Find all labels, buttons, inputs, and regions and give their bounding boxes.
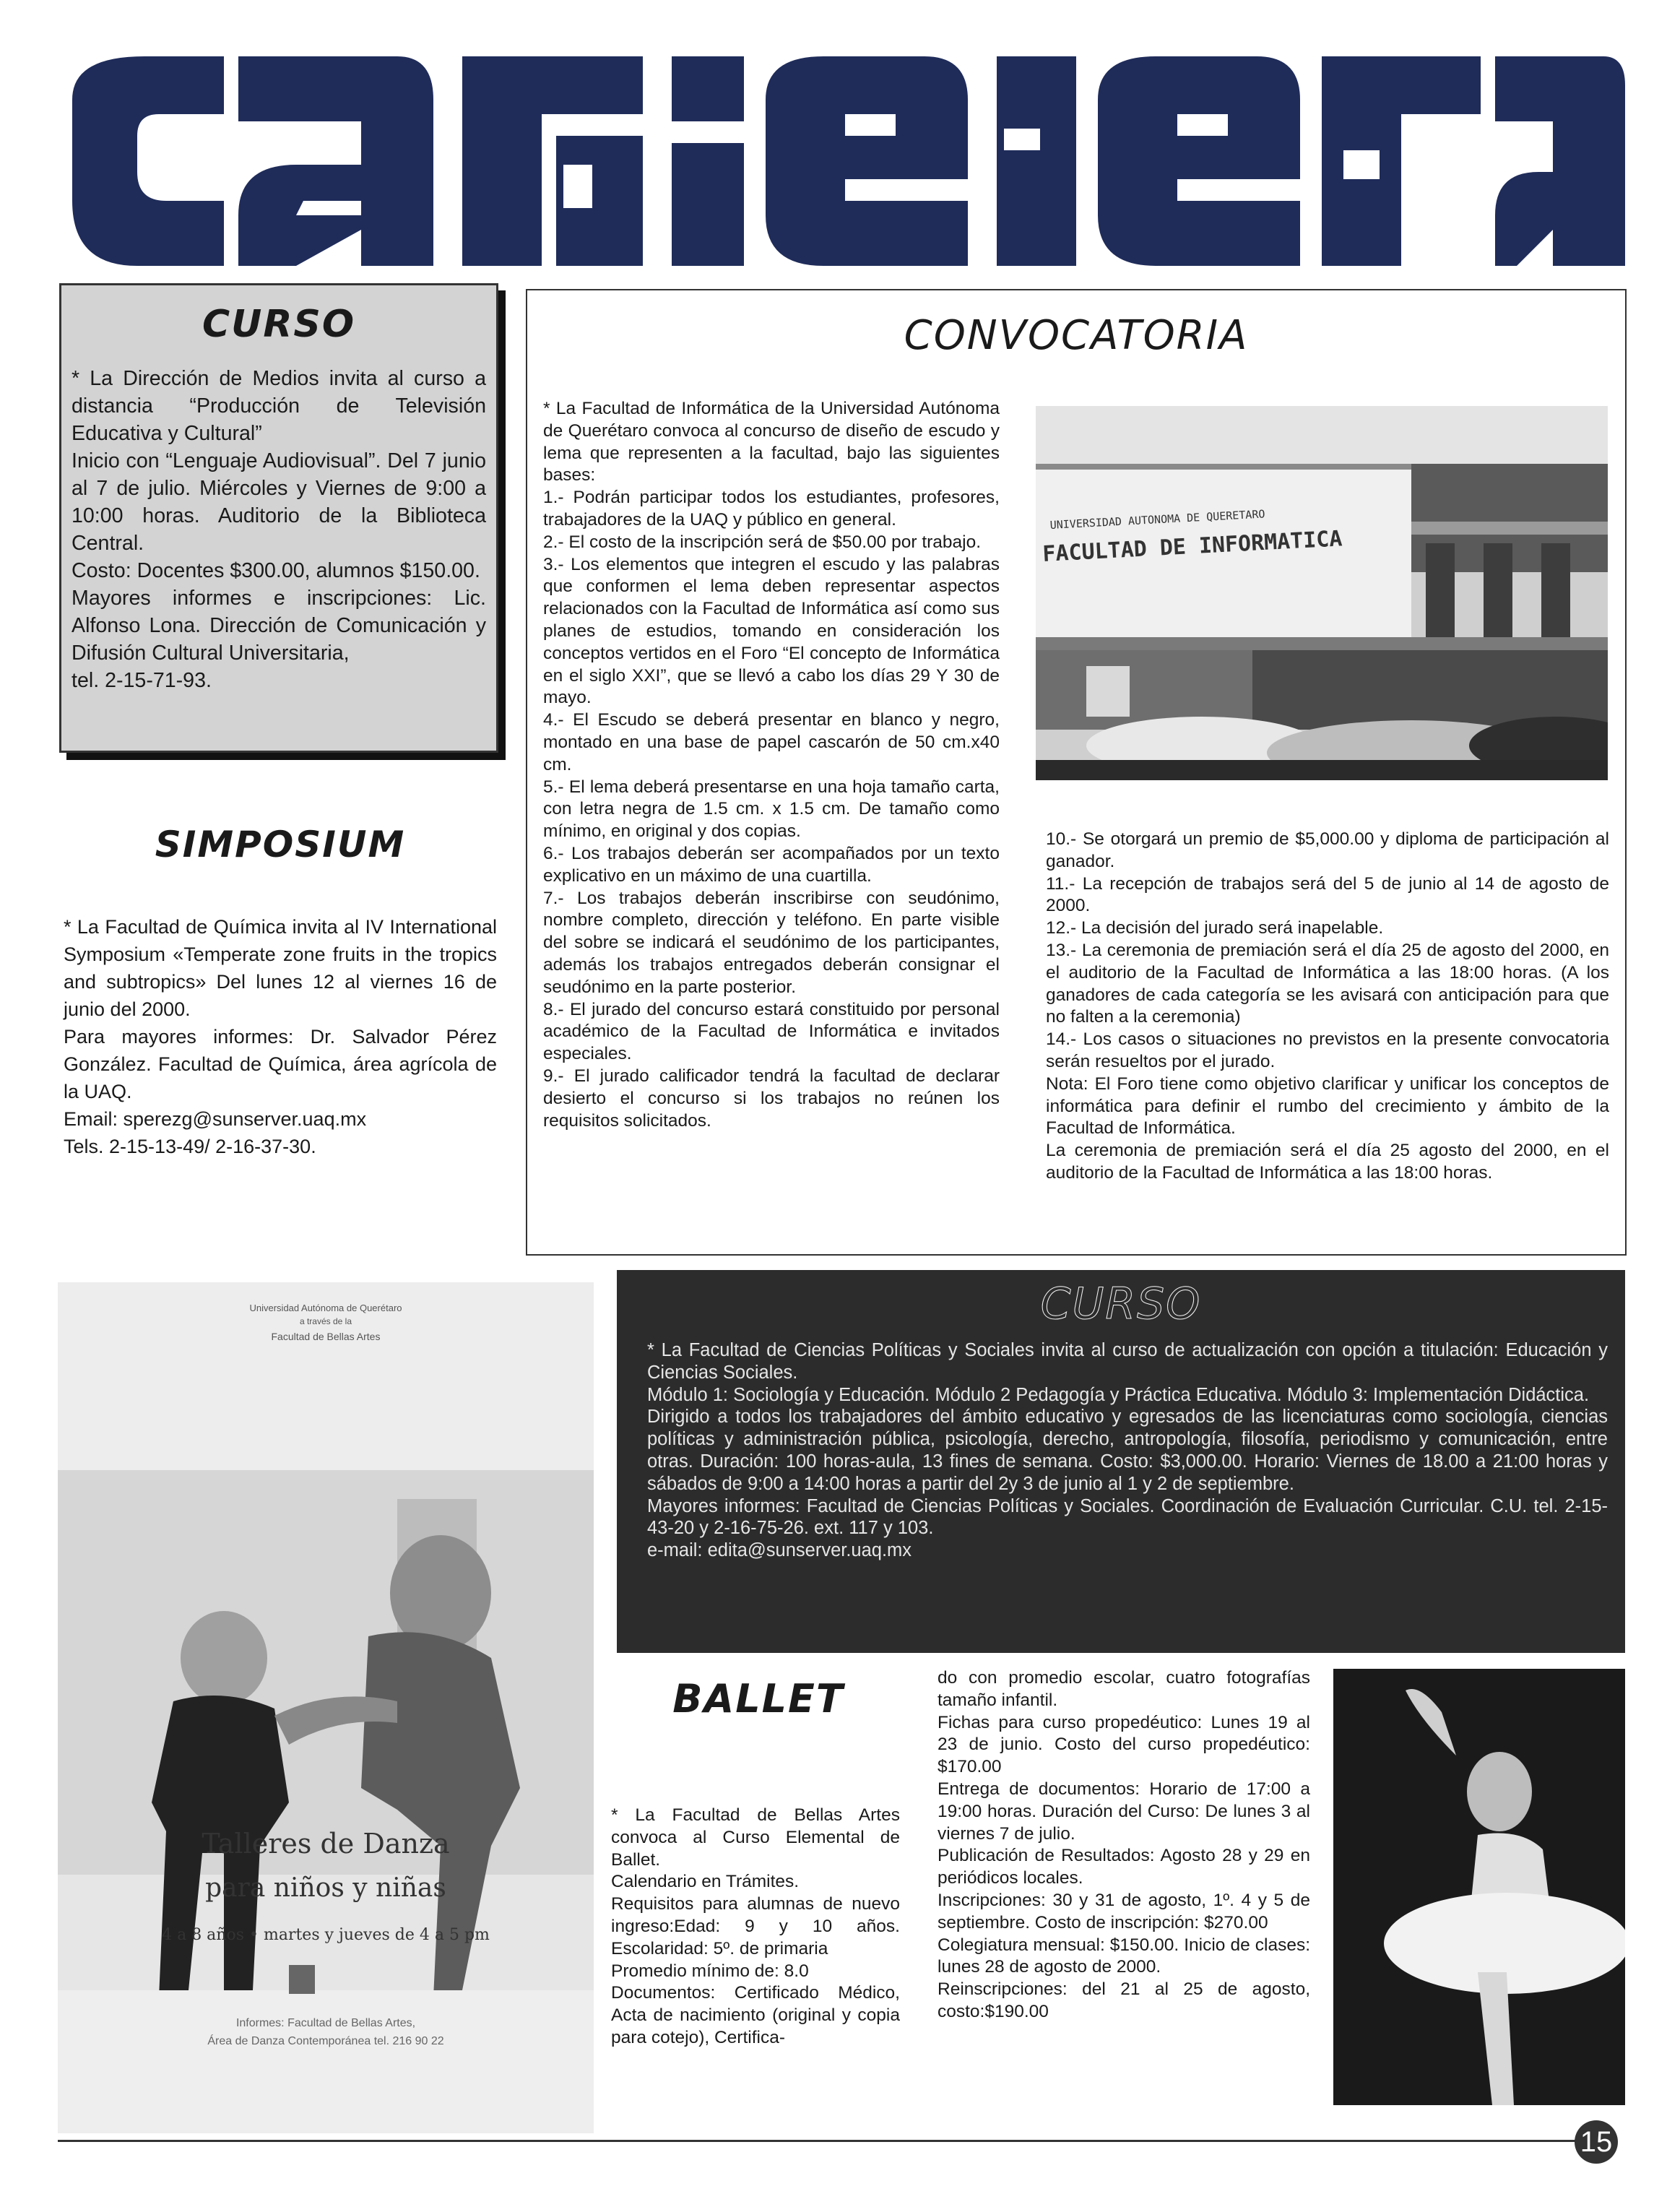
convocatoria-item: 1.- Podrán participar todos los estudiantes, profesores, trabajadores de la UAQ y público en general. (543, 488, 1000, 530)
convocatoria-item: 8.- El jurado del concurso estará constituido por personal académico de la Facultad de Informática e invitados especiales. (543, 999, 1000, 1064)
convocatoria-item: 4.- El Escudo se deberá presentar en blanco y negro, montado en una base de papel cascarón de 50 cm.x40 cm. (543, 710, 1000, 774)
poster-header-university: Universidad Autónoma de Querétaro (249, 1303, 402, 1313)
curso-dark-box (617, 1270, 1625, 1653)
convocatoria-item: 14.- Los casos o situaciones no previstos en la presente convocatoria serán resueltos por el jurado. (1046, 1029, 1609, 1071)
curso-box-inner (59, 283, 498, 753)
curso-paragraph: Mayores informes e inscripciones: Lic. Alfonso Lona. Dirección de Comunicación y Difusión Cultural Universitaria, (72, 587, 486, 665)
poster-schedule: 4 a 8 años • martes y jueves de 4 a 5 pm (162, 1926, 490, 1944)
ballet-item: Documentos: Certificado Médico, Acta de nacimiento (original y copia para cotejo), Certifica- (611, 1983, 900, 2047)
convocatoria-item: 12.- La decisión del jurado será inapelable. (1046, 918, 1384, 938)
simposium-email: Email: sperezg@sunserver.uaq.mx (64, 1108, 367, 1130)
curso-dark-paragraph: * La Facultad de Ciencias Políticas y Sociales invita al curso de actualización con opción a titulación: Educación y Ciencias Sociales. (647, 1340, 1608, 1383)
curso-dark-email: e-mail: edita@sunserver.uaq.mx (647, 1540, 912, 1561)
poster-info-line2: Área de Danza Contemporánea tel. 216 90 22 (207, 2035, 444, 2047)
poster-header-through: a través de la (299, 1316, 352, 1326)
poster-title-line2: para niños y niñas (205, 1873, 446, 1903)
curso-box (59, 283, 498, 753)
page-number: 15 (1575, 2120, 1618, 2164)
ballet-column-2 (938, 1667, 1310, 2024)
ballet-column-1 (611, 1805, 900, 2050)
convocatoria-item: 5.- El lema deberá presentarse en una hoja tamaño carta, con letra negra de 1.5 cm. x 1.5 cm. De tamaño como mínimo, en original y dos copias. (543, 777, 1000, 842)
convocatoria-note: Nota: El Foro tiene como objetivo clarificar y unificar los conceptos de informática para definir el rumbo del crecimiento y ámbito de la Facultad de Informática. (1046, 1074, 1609, 1139)
poster-logo-icon (289, 1965, 315, 1994)
curso-dark-paragraph: Dirigido a todos los trabajadores del ámbito educativo y egresados de las licenciaturas como sociología, ciencias políticas y administración pública, psicología, derecho, antropología, filosofía, periodismo y comunicación, entre otras. Duración: 100 horas-aula, 13 fines de semana. Costo: $3,000.00. Horario: Viernes de 18.00 a 21:00 horas y sábados de 9:00 a 14:00 horas a partir del 2y 3 de junio al 1 y 2 de septiembre. (647, 1407, 1608, 1494)
curso-dark-text (617, 1339, 1625, 1562)
ballet-item: Fichas para curso propedéutico: Lunes 19 al 23 de junio. Costo del curso propedéutico: $170.00 (938, 1712, 1310, 1777)
simposium-phones: Tels. 2-15-13-49/ 2-16-37-30. (64, 1136, 316, 1157)
convocatoria-note: La ceremonia de premiación será el día 25 agosto del 2000, en el auditorio de la Facultad de Informática a las 18:00 horas. (1046, 1141, 1609, 1183)
facultad-building-photo (1036, 406, 1608, 780)
ballet-item: Publicación de Resultados: Agosto 28 y 29 en periódicos locales. (938, 1846, 1310, 1888)
simposium-title: SIMPOSIUM (155, 824, 406, 865)
simposium-paragraph: Para mayores informes: Dr. Salvador Pérez González. Facultad de Química, área agrícola de la UAQ. (64, 1026, 497, 1102)
convocatoria-item: 3.- Los elementos que integren el escudo y las palabras que conformen el lema deben representar aspectos relacionados con la Facultad de Informática así como sus planes de estudios, tomando en consideración los conceptos vertidos en el Foro “El concepto de Informática en el siglo XXI”, que se llevó a cabo los días 29 Y 30 de mayo. (543, 554, 1000, 708)
convocatoria-item: 9.- El jurado calificador tendrá la facultad de declarar desierto el concurso si los trabajos no reúnen los requisitos solicitados. (543, 1066, 1000, 1131)
curso-dark-paragraph: Mayores informes: Facultad de Ciencias Políticas y Sociales. Coordinación de Evaluación Curricular. C.U. tel. 2-15-43-20 y 2-16-75-26. ext. 117 y 103. (647, 1495, 1608, 1539)
curso-paragraph: tel. 2-15-71-93. (72, 669, 212, 692)
ballet-item: Entrega de documentos: Horario de 17:00 a 19:00 horas. Duración del Curso: De lunes 3 al viernes 7 de julio. (938, 1779, 1310, 1844)
ballet-item: Requisitos para alumnas de nuevo ingreso:Edad: 9 y 10 años. Escolaridad: 5º. de primaria (611, 1894, 900, 1958)
simposium-paragraph: * La Facultad de Química invita al IV International Symposium «Temperate zone fruits in the tropics and subtropics» Del lunes 12 al viernes 16 de junio del 2000. (64, 916, 497, 1020)
curso-paragraph: Costo: Docentes $300.00, alumnos $150.00. (72, 559, 480, 582)
curso-title: CURSO (202, 303, 356, 346)
poster-header-faculty: Facultad de Bellas Artes (271, 1331, 381, 1342)
ballet-item: * La Facultad de Bellas Artes convoca al Curso Elemental de Ballet. (611, 1805, 900, 1870)
ballet-dancer-photo (1333, 1669, 1625, 2105)
convocatoria-item: 7.- Los trabajos deberán inscribirse con seudónimo, nombre completo, dirección y teléfono. En parte visible del sobre se indicará el seudónimo de los participantes, además los trabajos entregados deberán consignar el seudónimo en la parte posterior. (543, 888, 1000, 997)
curso-paragraph: * La Dirección de Medios invita al curso a distancia “Producción de Televisión Educativa y Cultural” (72, 367, 486, 445)
ballet-item: do con promedio escolar, cuatro fotografías tamaño infantil. (938, 1668, 1310, 1710)
ballet-item: Calendario en Trámites. (611, 1872, 800, 1892)
curso-paragraph: Inicio con “Lenguaje Audiovisual”. Del 7 junio al 7 de julio. Miércoles y Viernes de 9:00 a 10:00 horas. Auditorio de la Biblioteca Central. (72, 449, 486, 555)
ballet-item: Reinscripciones: del 21 al 25 de agosto, costo:$190.00 (938, 1979, 1310, 2021)
simposium-section (64, 824, 497, 1160)
ballet-item: Colegiatura mensual: $150.00. Inicio de clases: lunes 28 de agosto de 2000. (938, 1935, 1310, 1977)
convocatoria-title: CONVOCATORIA (904, 312, 1249, 359)
photo-sign-facultad: FACULTAD DE INFORMATICA (1042, 526, 1343, 567)
convocatoria-item: 13.- La ceremonia de premiación será el día 25 de agosto del 2000, en el auditorio de la Facultad de Informática a las 18:00 horas. (A los ganadores de cada categoría se les avisará con anticipación para que no falten a la ceremonia) (1046, 940, 1609, 1027)
ballet-title: BALLET (672, 1676, 844, 1722)
masthead-logo (58, 56, 1625, 266)
convocatoria-column-2 (1046, 829, 1609, 1185)
poster-title-line1: Talleres de Danza (202, 1828, 450, 1860)
curso-dark-title: CURSO (1040, 1279, 1202, 1329)
convocatoria-item: 6.- Los trabajos deberán ser acompañados por un texto explicativo en un máximo de una cuartilla. (543, 843, 1000, 886)
convocatoria-item: 10.- Se otorgará un premio de $5,000.00 y diploma de participación al ganador. (1046, 829, 1609, 871)
convocatoria-item: 11.- La recepción de trabajos será del 5 de junio al 14 de agosto de 2000. (1046, 873, 1609, 916)
footer-rule (58, 2140, 1596, 2142)
ballet-item: Promedio mínimo de: 8.0 (611, 1961, 809, 1981)
photo-sign-university: UNIVERSIDAD AUTONOMA DE QUERETARO (1049, 507, 1265, 532)
convocatoria-item: * La Facultad de Informática de la Universidad Autónoma de Querétaro convoca al concurso de diseño de escudo y lema que representen a la facultad, bajo las siguientes bases: (543, 399, 1000, 485)
convocatoria-item: 2.- El costo de la inscripción será de $50.00 por trabajo. (543, 532, 982, 552)
curso-text (72, 365, 486, 694)
convocatoria-column-1 (543, 398, 1000, 1132)
simposium-text (64, 913, 497, 1160)
danza-poster (58, 1282, 594, 2133)
ballet-item: Inscripciones: 30 y 31 de agosto, 1º. 4 y 5 de septiembre. Costo de inscripción: $270.00 (938, 1890, 1310, 1932)
poster-info-line1: Informes: Facultad de Bellas Artes, (235, 2017, 416, 2029)
curso-dark-paragraph: Módulo 1: Sociología y Educación. Módulo 2 Pedagogía y Práctica Educativa. Módulo 3: Implementación Didáctica. (647, 1384, 1590, 1405)
